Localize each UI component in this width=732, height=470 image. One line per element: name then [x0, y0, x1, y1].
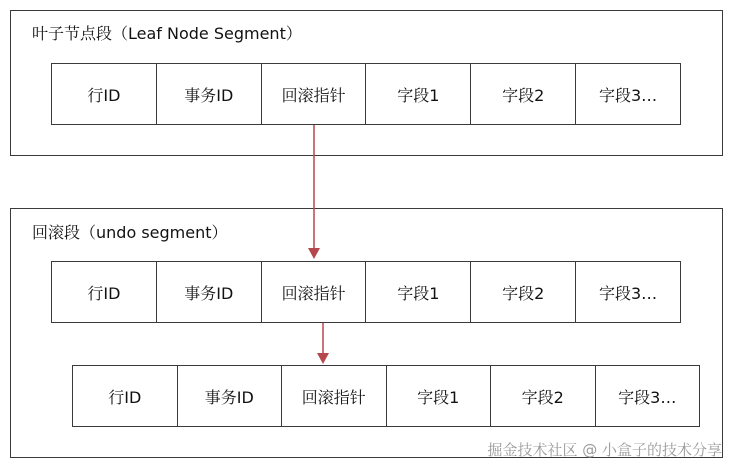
cell-field-2: 字段2 [491, 366, 596, 426]
cell-field-1: 字段1 [366, 64, 471, 124]
cell-transaction-id: 事务ID [178, 366, 283, 426]
cell-rollback-pointer: 回滚指针 [262, 262, 367, 322]
undo-segment-title: 回滚段（undo segment） [32, 223, 228, 242]
cell-field-3: 字段3… [598, 283, 658, 303]
cell-transaction-id: 事务ID [157, 64, 262, 124]
undo-record-row-2 [72, 365, 700, 427]
cell-row-id: 行ID [52, 64, 157, 124]
cell-field-3: 字段3… [598, 85, 658, 105]
cell-field-1: 字段1 [366, 262, 471, 322]
undo-record-row-1 [51, 261, 681, 323]
cell-field-1: 字段1 [387, 366, 492, 426]
leaf-record-row [51, 63, 681, 125]
cell-row-id: 行ID [73, 366, 178, 426]
cell-rollback-pointer: 回滚指针 [262, 64, 367, 124]
leaf-segment-title: 叶子节点段（Leaf Node Segment） [32, 24, 302, 43]
cell-rollback-pointer: 回滚指针 [282, 366, 387, 426]
cell-transaction-id: 事务ID [157, 262, 262, 322]
cell-field-3: 字段3… [618, 387, 677, 407]
cell-row-id: 行ID [52, 262, 157, 322]
cell-field-2: 字段2 [471, 262, 576, 322]
watermark-text: 掘金技术社区 @ 小盒子的技术分享 [487, 441, 722, 459]
cell-field-2: 字段2 [471, 64, 576, 124]
